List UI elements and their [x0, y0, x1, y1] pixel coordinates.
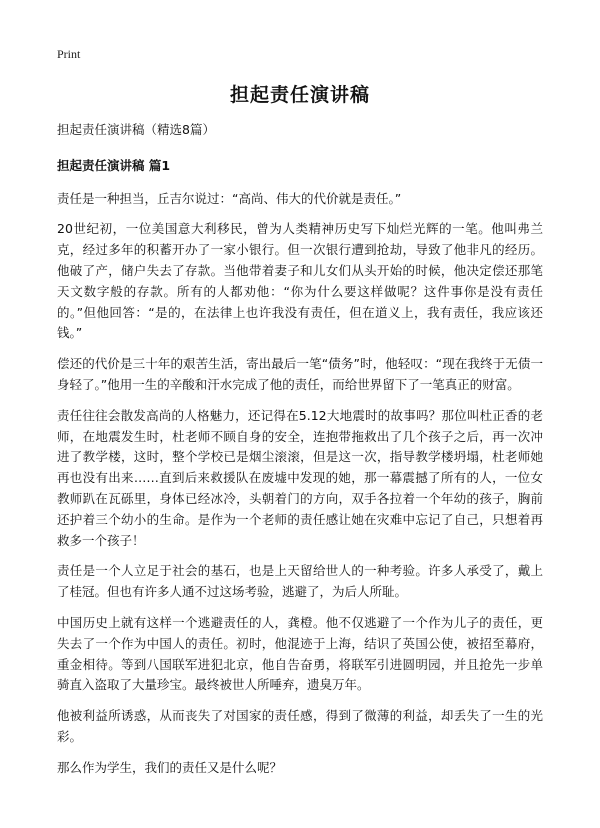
paragraph-3: 偿还的代价是三十年的艰苦生活，寄出最后一笔“债务”时，他轻叹：“现在我终于无债一身轻了。”他用一生的辛酸和汗水完成了他的责任，而给世界留下了一笔真正的财富。 [57, 356, 543, 392]
paragraph-5: 责任是一个人立足于社会的基石，也是上天留给世人的一种考验。许多人承受了，戴上了桂冠。但也有许多人通不过这场考验，逃避了，为后人所耻。 [57, 563, 543, 600]
document-body [57, 120, 543, 789]
paragraph-4: 责任往往会散发高尚的人格魅力，还记得在5.12大地震时的故事吗？那位叫杜正香的老师，在地震发生时，杜老师不顾自身的安全，连抱带拖救出了几个孩子之后，再一次冲进了教学楼，这时，整个学校已是烟尘滚滚，但是这一次，指导教学楼坍塌，杜老师她再也没有出来……直到后来救援队在废墟中发现的她，那一幕震撼了所有的人，一位女教师趴在瓦砾里，身体已经冰冷，头朝着门的方向，双手各拉着一个年幼的孩子，胸前还护着三个幼小的生命。是作为一个老师的责任感让她在灾难中忘记了自己，只想着再救多一个孩子！ [57, 407, 543, 548]
paragraph-1: 责任是一种担当，丘吉尔说过：“高尚、伟大的代价就是责任。” [57, 190, 402, 206]
section-heading: 担起责任演讲稿 篇1 [57, 157, 171, 173]
print-label[interactable]: Print [57, 47, 81, 61]
paragraph-6: 中国历史上就有这样一个逃避责任的人，龚橙。他不仅逃避了一个作为儿子的责任，更失去了一个作为中国人的责任。初时，他混迹于上海，结识了英国公使，被招至幕府，重金相待。等到八国联军进犯北京，他自告奋勇，将联军引进圆明园，并且抢先一步单骑直入盗取了大量珍宝。最终被世人所唾弃，遗臭万年。 [57, 614, 543, 693]
paragraph-7: 他被利益所诱惑，从而丧失了对国家的责任感，得到了微薄的利益，却丢失了一生的光彩。 [57, 708, 543, 744]
paragraph-8: 那么作为学生，我们的责任又是什么呢？ [57, 759, 283, 775]
paragraph-2: 20世纪初，一位美国意大利移民，曾为人类精神历史写下灿烂光辉的一笔。他叫弗兰克，经过多年的积蓄开办了一家小银行。但一次银行遭到抢劫，导致了他非凡的经历。他破了产，储户失去了存款。当他带着妻子和儿女们从头开始的时候，他决定偿还那笔天文数字般的存款。所有的人都劝他：“你为什么要这样做呢？这件事你是没有责任的。”但他回答：“是的，在法律上也许我没有责任，但在道义上，我有责任，我应该还钱。” [57, 221, 543, 341]
document-title: 担起责任演讲稿 [229, 84, 370, 106]
document-subtitle: 担起责任演讲稿（精选8篇） [57, 122, 215, 137]
